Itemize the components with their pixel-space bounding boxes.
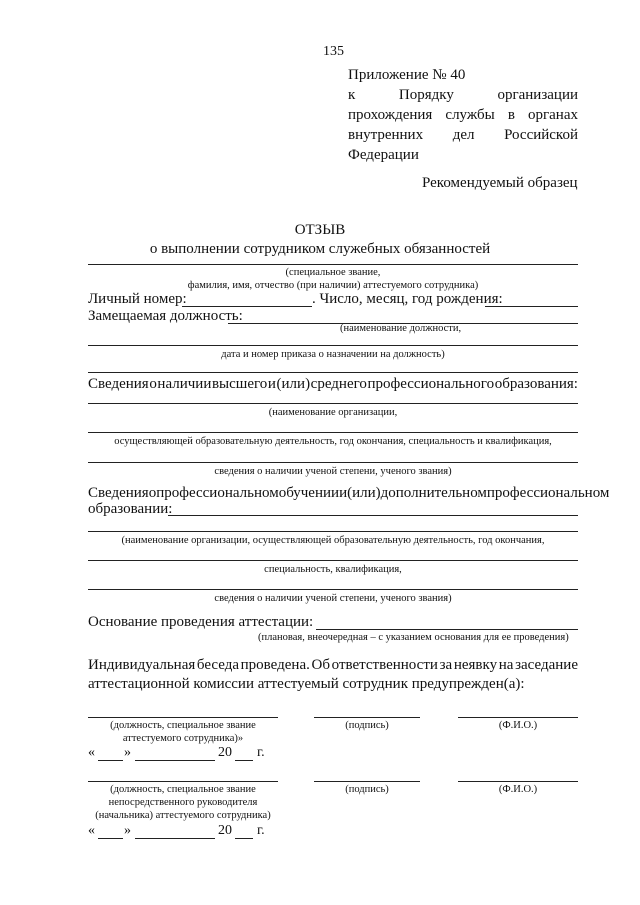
sign2-year-line [235, 838, 253, 839]
basis-line [316, 629, 578, 630]
appendix-word: к [348, 87, 356, 103]
sign2-caption-3: (начальника) аттестуемого сотрудника) [95, 810, 271, 821]
education-word: (или) [276, 376, 311, 392]
sign2-fio-line [458, 781, 578, 782]
personal-number-label: Личный номер: [88, 291, 187, 307]
appendix-line5: Федерации [348, 147, 419, 163]
conversation-word: неявку [453, 657, 498, 673]
conversation-word: заседание [515, 657, 578, 673]
document-subtitle: о выполнении сотрудником служебных обязанностей [149, 241, 491, 257]
sign1-year-line [235, 760, 253, 761]
document-title: ОТЗЫВ [294, 222, 346, 238]
training-word: профессиональном [156, 485, 279, 501]
training-word: обучении [278, 485, 340, 501]
sign2-fio-caption: (Ф.И.О.) [498, 784, 538, 795]
sign2-year-suffix: г. [257, 823, 265, 838]
appendix-word: службы [445, 107, 495, 123]
education-word: среднего [310, 376, 367, 392]
birth-date-label: . Число, месяц, год рождения: [312, 291, 503, 307]
training-word: (или) [347, 485, 381, 501]
conversation-text [88, 657, 578, 674]
sign2-signature-line [314, 781, 420, 782]
education-word: наличии [157, 376, 212, 392]
training-word: Сведения [88, 485, 149, 501]
appendix-word: в [507, 107, 515, 123]
sign1-signature-caption: (подпись) [345, 720, 389, 731]
sign2-month-line [135, 838, 215, 839]
sign1-caption-1: (должность, специальное звание [110, 720, 256, 731]
training-word: о [148, 485, 157, 501]
position-label: Замещаемая должность: [88, 308, 243, 324]
sign2-day-line [98, 838, 123, 839]
sign1-year-suffix: г. [257, 745, 265, 760]
recommended-label: Рекомендуемый образец [422, 175, 578, 191]
appendix-line2 [348, 87, 578, 104]
training-caption-3: сведения о наличии ученой степени, ученого звания) [214, 593, 452, 604]
appendix-word: прохождения [348, 107, 433, 123]
conversation-word: беседа [196, 657, 239, 673]
training-caption-2: специальность, квалификация, [264, 564, 402, 575]
education-word: о [149, 376, 157, 392]
appendix-line4 [348, 127, 578, 144]
appendix-title: Приложение № 40 [348, 67, 466, 83]
training-word: профессиональном [486, 485, 610, 501]
education-word: профессионального [367, 376, 495, 392]
education-caption-2: осуществляющей образовательную деятельность, год окончания, специальность и квалификация, [114, 436, 552, 447]
education-line-2 [88, 432, 578, 433]
sign1-date-close: » [124, 745, 131, 760]
appendix-word: Российской [504, 127, 578, 143]
position-line-2 [88, 345, 578, 346]
sign1-year: 20 [218, 745, 232, 760]
position-caption-1: (наименование должности, [340, 323, 462, 334]
training-line-4 [88, 589, 578, 590]
training-label [88, 485, 610, 502]
conversation-word: за [439, 657, 453, 673]
rank-caption-1: (специальное звание, [285, 267, 381, 278]
position-line-3 [88, 372, 578, 373]
conversation-word: на [498, 657, 514, 673]
rank-line [88, 264, 578, 265]
sign2-caption-2: непосредственного руководителя [108, 797, 258, 808]
training-line-1 [168, 515, 578, 516]
sign1-caption-2: аттестуемого сотрудника)» [122, 733, 244, 744]
sign2-date-close: » [124, 823, 131, 838]
conversation-text-2: аттестационной комиссии аттестуемый сотрудник предупрежден(а): [88, 676, 525, 692]
basis-caption: (плановая, внеочередная – с указанием основания для ее проведения) [258, 632, 569, 643]
sign2-year: 20 [218, 823, 232, 838]
education-line-1 [88, 403, 578, 404]
education-caption-1: (наименование организации, [268, 407, 398, 418]
training-line-2 [88, 531, 578, 532]
appendix-word: органах [527, 107, 578, 123]
rank-caption-2: фамилия, имя, отчество (при наличии) аттестуемого сотрудника) [187, 280, 479, 291]
education-line-3 [88, 462, 578, 463]
education-caption-3: сведения о наличии ученой степени, ученого звания) [214, 466, 452, 477]
sign1-fio-caption: (Ф.И.О.) [498, 720, 538, 731]
basis-label: Основание проведения аттестации: [88, 614, 314, 630]
personal-number-line [182, 306, 312, 307]
page-number: 135 [323, 44, 344, 59]
sign2-date-open: « [88, 823, 95, 838]
conversation-word: ответственности [331, 657, 438, 673]
position-caption-2: дата и номер приказа о назначении на должность) [221, 349, 445, 360]
education-word: высшего [211, 376, 268, 392]
sign1-signature-line [314, 717, 420, 718]
appendix-word: организации [497, 87, 578, 103]
education-word: образования: [494, 376, 578, 392]
sign1-fio-line [458, 717, 578, 718]
education-word: Сведения [88, 376, 149, 392]
appendix-word: внутренних [348, 127, 424, 143]
appendix-word: дел [452, 127, 475, 143]
training-label-2: образовании: [88, 501, 173, 517]
sign1-day-line [98, 760, 123, 761]
training-word: дополнительном [380, 485, 487, 501]
conversation-word: проведена. [240, 657, 310, 673]
training-caption-1: (наименование организации, осуществляющей образовательную деятельность, год окончания, [121, 535, 545, 546]
education-word: и [267, 376, 276, 392]
appendix-word: Порядку [398, 87, 454, 103]
education-label [88, 376, 578, 393]
birth-date-line [485, 306, 578, 307]
conversation-word: Индивидуальная [88, 657, 196, 673]
sign2-position-line [88, 781, 278, 782]
sign1-month-line [135, 760, 215, 761]
sign2-caption-1: (должность, специальное звание [110, 784, 256, 795]
training-line-3 [88, 560, 578, 561]
appendix-line3 [348, 107, 578, 124]
sign1-date-open: « [88, 745, 95, 760]
conversation-word: Об [311, 657, 330, 673]
sign1-position-line [88, 717, 278, 718]
sign2-signature-caption: (подпись) [345, 784, 389, 795]
training-word: и [339, 485, 348, 501]
